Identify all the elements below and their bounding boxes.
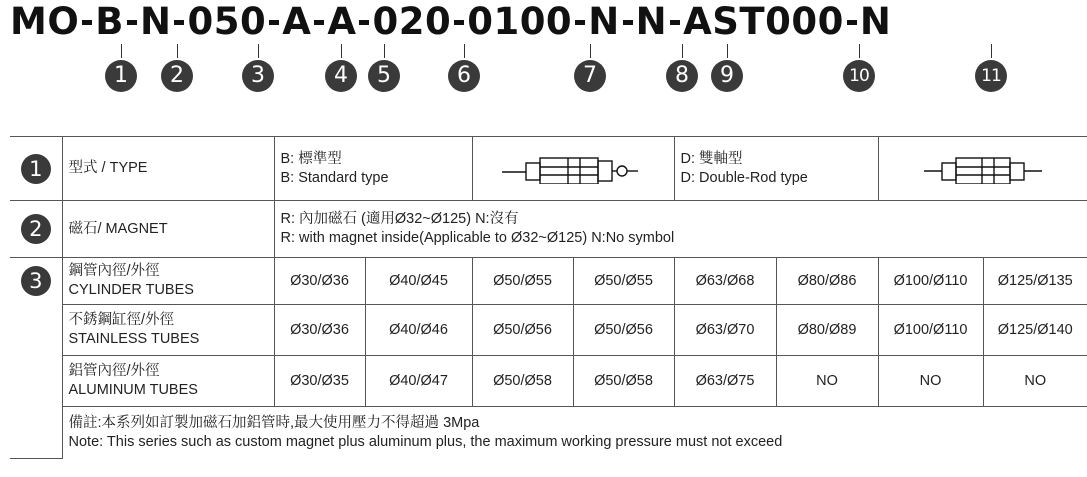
code-tick: [991, 44, 992, 58]
index-badge: 8: [666, 60, 698, 92]
standard-type-zh: B: 標準型: [280, 150, 342, 167]
code-segment: 0100: [467, 0, 573, 43]
tube-value: Ø80/Ø86: [776, 258, 878, 305]
code-dash: [670, 20, 680, 25]
code-segment: N: [859, 0, 892, 43]
tube-value: NO: [776, 356, 878, 407]
tube-value: Ø63/Ø68: [674, 258, 776, 305]
note-cell: [62, 407, 1087, 459]
tube-value: Ø100/Ø110: [878, 258, 983, 305]
tube-label-zh: 不銹鋼缸徑/外徑: [68, 312, 175, 328]
code-dash: [623, 20, 633, 25]
index-badge: 3: [242, 60, 274, 92]
tube-value: Ø100/Ø110: [878, 305, 983, 356]
code-segment: A: [282, 0, 312, 43]
index-badge: 7: [574, 60, 606, 92]
tube-value: Ø50/Ø58: [472, 356, 573, 407]
code-tick: [341, 44, 342, 58]
code-segment: MO: [10, 0, 80, 43]
tube-value: Ø125/Ø135: [983, 258, 1087, 305]
magnet-row: [10, 201, 1087, 258]
code-tick: [682, 44, 683, 58]
code-segment: 050: [187, 0, 267, 43]
tube-label-cell: [62, 258, 274, 305]
type-label: 型式 / TYPE: [62, 137, 274, 201]
spec-table: [10, 136, 1087, 459]
row-index-cell: [10, 137, 62, 201]
tube-value: Ø80/Ø89: [776, 305, 878, 356]
tube-value: Ø50/Ø56: [472, 305, 573, 356]
row-index-badge: 2: [21, 214, 51, 244]
code-tick: [727, 44, 728, 58]
tube-value: Ø40/Ø45: [365, 258, 472, 305]
row-index-badge: 1: [21, 154, 51, 184]
tube-value: Ø50/Ø58: [573, 356, 674, 407]
table-row: [10, 258, 1087, 305]
note-row: [10, 407, 1087, 459]
double-rod-type-cell: [674, 137, 878, 201]
code-tick: [384, 44, 385, 58]
standard-type-cell: [274, 137, 472, 201]
double-rod-type-en: D: Double-Rod type: [680, 169, 808, 186]
tube-value: Ø30/Ø36: [274, 305, 365, 356]
code-dash: [269, 20, 279, 25]
tube-value: Ø40/Ø47: [365, 356, 472, 407]
tube-value: Ø40/Ø46: [365, 305, 472, 356]
index-badge: 9: [711, 60, 743, 92]
note-en: Note: This series such as custom magnet plus aluminum plus, the maximum working pressure must not exceed: [68, 433, 783, 450]
code-segment: N: [588, 0, 620, 43]
code-dash: [359, 20, 369, 25]
code-dash: [127, 20, 137, 25]
index-badge: 11: [975, 60, 1007, 92]
code-tick: [258, 44, 259, 58]
index-badge: 2: [161, 60, 193, 92]
magnet-desc-cell: [274, 201, 1087, 258]
table-row: [10, 305, 1087, 356]
code-dash: [454, 20, 464, 25]
tube-value: Ø63/Ø70: [674, 305, 776, 356]
code-dash: [575, 20, 585, 25]
code-segment: 020: [372, 0, 452, 43]
magnet-desc-zh: R: 內加磁石 (適用Ø32~Ø125) N:沒有: [280, 211, 519, 227]
code-dash: [847, 20, 857, 25]
tube-label-zh: 鋼管內徑/外徑: [68, 263, 160, 279]
double-rod-cylinder-icon: [878, 137, 1087, 201]
tube-value: Ø50/Ø56: [573, 305, 674, 356]
tube-label-zh: 鋁管內徑/外徑: [68, 363, 160, 379]
tube-label-en: STAINLESS TUBES: [68, 331, 200, 347]
code-tick: [464, 44, 465, 58]
code-segment: A: [327, 0, 357, 43]
table-row: [10, 356, 1087, 407]
double-rod-type-zh: D: 雙軸型: [680, 150, 743, 167]
tube-value: Ø50/Ø55: [472, 258, 573, 305]
single-rod-cylinder-icon: [472, 137, 674, 201]
tube-label-cell: [62, 305, 274, 356]
tube-value: Ø30/Ø35: [274, 356, 365, 407]
row-index-badge: 3: [21, 266, 51, 296]
index-badge: 5: [368, 60, 400, 92]
tube-value: Ø30/Ø36: [274, 258, 365, 305]
index-badge: 4: [325, 60, 357, 92]
code-tick: [590, 44, 591, 58]
index-badge: 6: [448, 60, 480, 92]
code-dash: [174, 20, 184, 25]
note-zh: 備註:本系列如訂製加磁石加鋁管時,最大使用壓力不得超過 3Mpa: [68, 414, 480, 431]
code-tick: [121, 44, 122, 58]
index-badge: 10: [843, 60, 875, 92]
code-tick: [177, 44, 178, 58]
code-segment: AST000: [683, 0, 844, 43]
tube-value: Ø125/Ø140: [983, 305, 1087, 356]
tube-value: NO: [983, 356, 1087, 407]
code-dash: [314, 20, 324, 25]
tube-label-en: ALUMINUM TUBES: [68, 382, 198, 398]
code-dash: [82, 20, 92, 25]
tube-label-cell: [62, 356, 274, 407]
type-row: [10, 137, 1087, 201]
code-segment: N: [139, 0, 172, 43]
magnet-desc-en: R: with magnet inside(Applicable to Ø32~Ø125) N:No symbol: [280, 230, 675, 246]
tube-value: Ø63/Ø75: [674, 356, 776, 407]
code-segment: B: [95, 0, 124, 43]
tube-value: NO: [878, 356, 983, 407]
code-segment: N: [635, 0, 668, 43]
standard-type-en: B: Standard type: [280, 169, 389, 186]
magnet-label: 磁石/ MAGNET: [62, 201, 274, 258]
code-tick: [859, 44, 860, 58]
index-badge: 1: [105, 60, 137, 92]
model-code: [10, 2, 891, 42]
row-index-cell: [10, 201, 62, 258]
row-index-cell: [10, 258, 62, 459]
tube-value: Ø50/Ø55: [573, 258, 674, 305]
tube-label-en: CYLINDER TUBES: [68, 282, 194, 298]
